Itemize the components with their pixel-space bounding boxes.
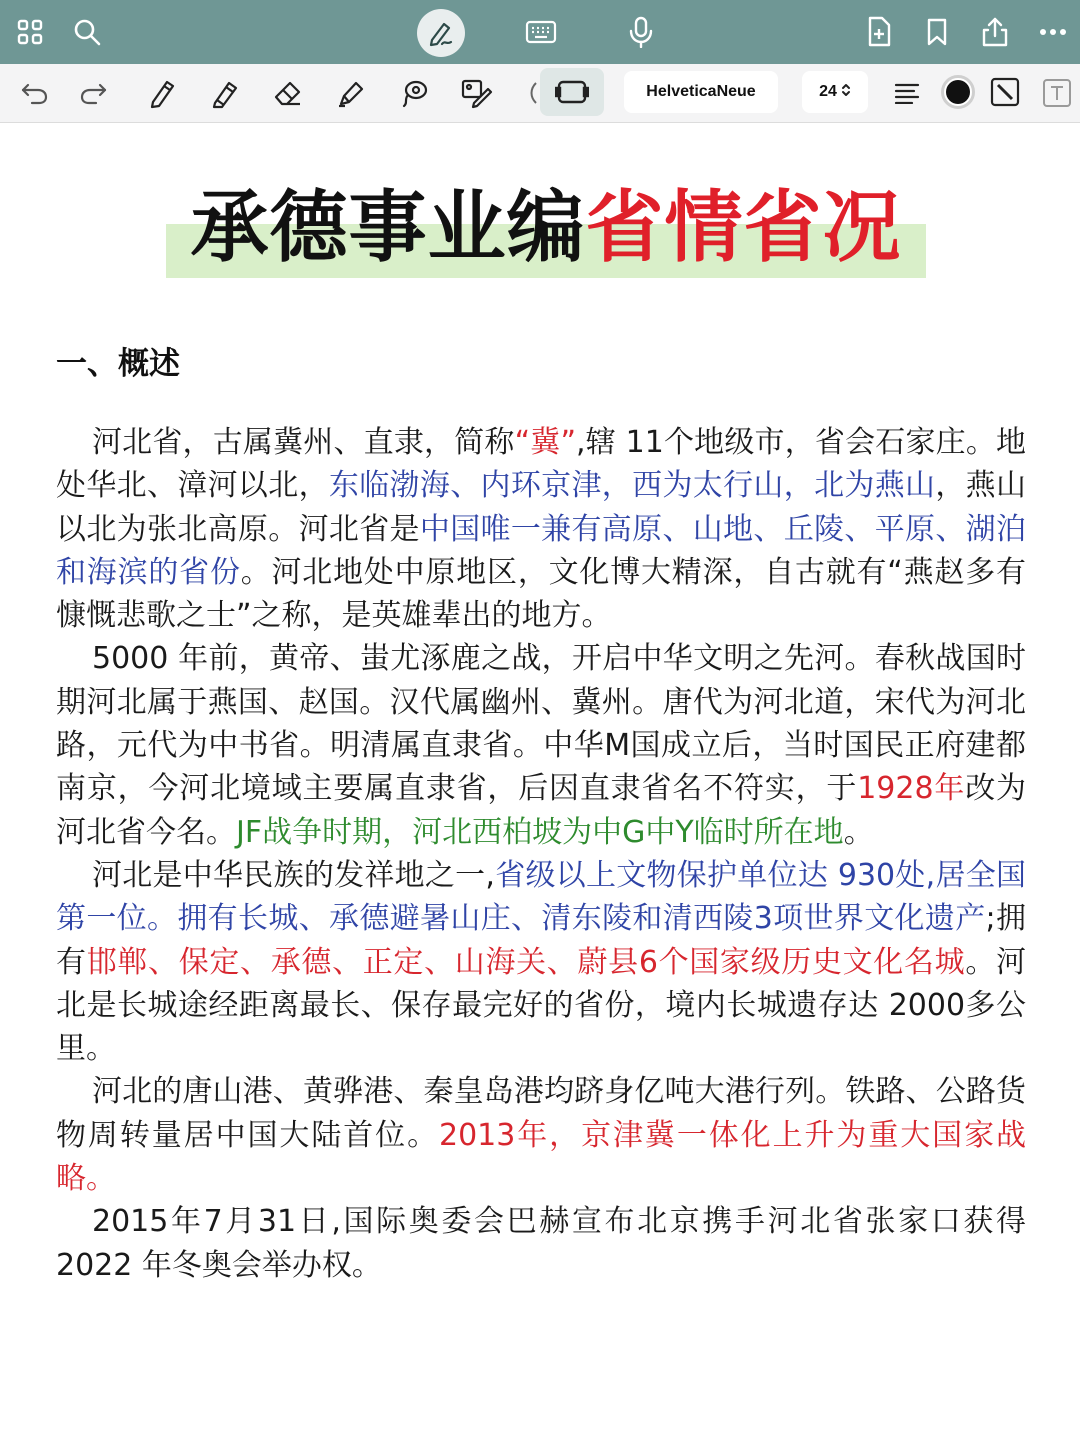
title-black-part: 承德事业编: [190, 183, 586, 273]
search-icon[interactable]: [63, 8, 111, 56]
share-icon[interactable]: [971, 8, 1019, 56]
section-heading: 一、概述: [56, 346, 180, 382]
microphone-icon[interactable]: [617, 8, 665, 56]
p3-text-3: 。河北是长城途经距离最长、保存最完好的省份，境内长城遗存达 2000多公里。: [56, 944, 1027, 1067]
title-block: [166, 182, 926, 278]
stroke-icon[interactable]: [988, 75, 1022, 109]
document-body: [56, 421, 1026, 1287]
ink-color-swatch: [946, 80, 970, 104]
paragraph-3: [56, 854, 1026, 1070]
p1-blue-2: 中国唯一兼有高原、山地、丘陵、平原、湖泊和海滨的省份: [56, 511, 1027, 590]
text-box-icon[interactable]: [1040, 76, 1074, 110]
p4-text-1: 河北的唐山港、黄骅港、秦皇岛港均跻身亿吨大港行列。铁路、公路货物周转量居中国大陆首位。: [56, 1074, 1026, 1153]
p1-text-2: ,辖 11个地级市，省会石家庄。地处华北、漳河以北，: [56, 425, 1026, 504]
page-title: [166, 182, 926, 274]
font-size-selector[interactable]: [802, 71, 868, 113]
shape-icon[interactable]: [540, 68, 604, 116]
paragraph-2: [56, 637, 1026, 853]
grid-icon[interactable]: [6, 8, 54, 56]
p2-red-1: 1928年: [857, 771, 966, 807]
chevron-updown-icon: [841, 82, 851, 103]
p3-text-2: ;拥有: [56, 901, 1026, 980]
p2-text-3: 。: [843, 814, 874, 850]
p2-text-2: 改为河北省今名。: [56, 771, 1027, 850]
handwriting-pen-icon[interactable]: [417, 9, 465, 57]
paragraph-4: [56, 1070, 1026, 1200]
add-page-icon[interactable]: [855, 8, 903, 56]
p3-text-1: 河北是中华民族的发祥地之一,: [92, 857, 495, 893]
p1-text-4: 。河北地处中原地区，文化博大精深，自古就有“燕赵多有慷慨悲歌之士”之称，是英雄辈出的地方。: [56, 554, 1026, 634]
keyboard-icon[interactable]: [517, 8, 565, 56]
more-icon[interactable]: [1029, 8, 1077, 56]
p1-red-1: “冀”: [514, 425, 577, 460]
p3-blue-1: 省级以上文物保护单位达 930处,居全国第一位。拥有长城、承德避暑山庄、清东陵和清西陵3项世界文化遗产: [56, 857, 1026, 937]
paragraph-1: [56, 421, 1026, 637]
undo-icon[interactable]: [12, 70, 58, 116]
font-size-value: 24: [819, 83, 837, 100]
image-icon[interactable]: [454, 70, 500, 116]
p5-text-1: 2015年7月31日,国际奥委会巴赫宣布北京携手河北省张家口获得2022 年冬奥会举办权。: [56, 1204, 1026, 1283]
pencil-icon[interactable]: [202, 70, 248, 116]
title-red-part: 省情省况: [585, 183, 902, 273]
font-selector[interactable]: HelveticaNeue: [624, 71, 778, 113]
lasso-icon[interactable]: [391, 70, 437, 116]
redo-icon[interactable]: [70, 70, 116, 116]
pen-icon[interactable]: [139, 70, 185, 116]
p2-text-1: 5000 年前，黄帝、蚩尤涿鹿之战，开启中华文明之先河。春秋战国时期河北属于燕国、赵国。汉代属幽州、冀州。唐代为河北道，宋代为河北路，元代为中书省。明清属直隶省。中华M国成立后，当时国民正府建都南京，今河北境域主要属直隶省，后因直隶省名不符实，于: [56, 641, 1026, 807]
separator-icon: [528, 81, 538, 105]
align-icon[interactable]: [890, 76, 924, 110]
p4-red-1: 2013年，京津冀一体化上升为重大国家战略。: [56, 1117, 1026, 1197]
p2-green-1: JF战争时期，河北西柏坡为中G中Y临时所在地: [236, 814, 844, 850]
p1-blue-1: 东临渤海、内环京津，西为太行山，北为燕山: [328, 468, 936, 504]
p3-red-1: 邯郸、保定、承德、正定、山海关、蔚县6个国家级历史文化名城: [86, 944, 966, 980]
bookmark-icon[interactable]: [913, 8, 961, 56]
p1-text-1: 河北省，古属冀州、直隶，简称: [92, 425, 515, 460]
highlighter-icon[interactable]: [328, 70, 374, 116]
p1-text-3: ，燕山以北为张北高原。河北省是: [56, 468, 1027, 547]
eraser-icon[interactable]: [265, 70, 311, 116]
color-icon[interactable]: [941, 75, 975, 109]
paragraph-5: [56, 1200, 1026, 1287]
top-app-bar: [0, 0, 1080, 64]
